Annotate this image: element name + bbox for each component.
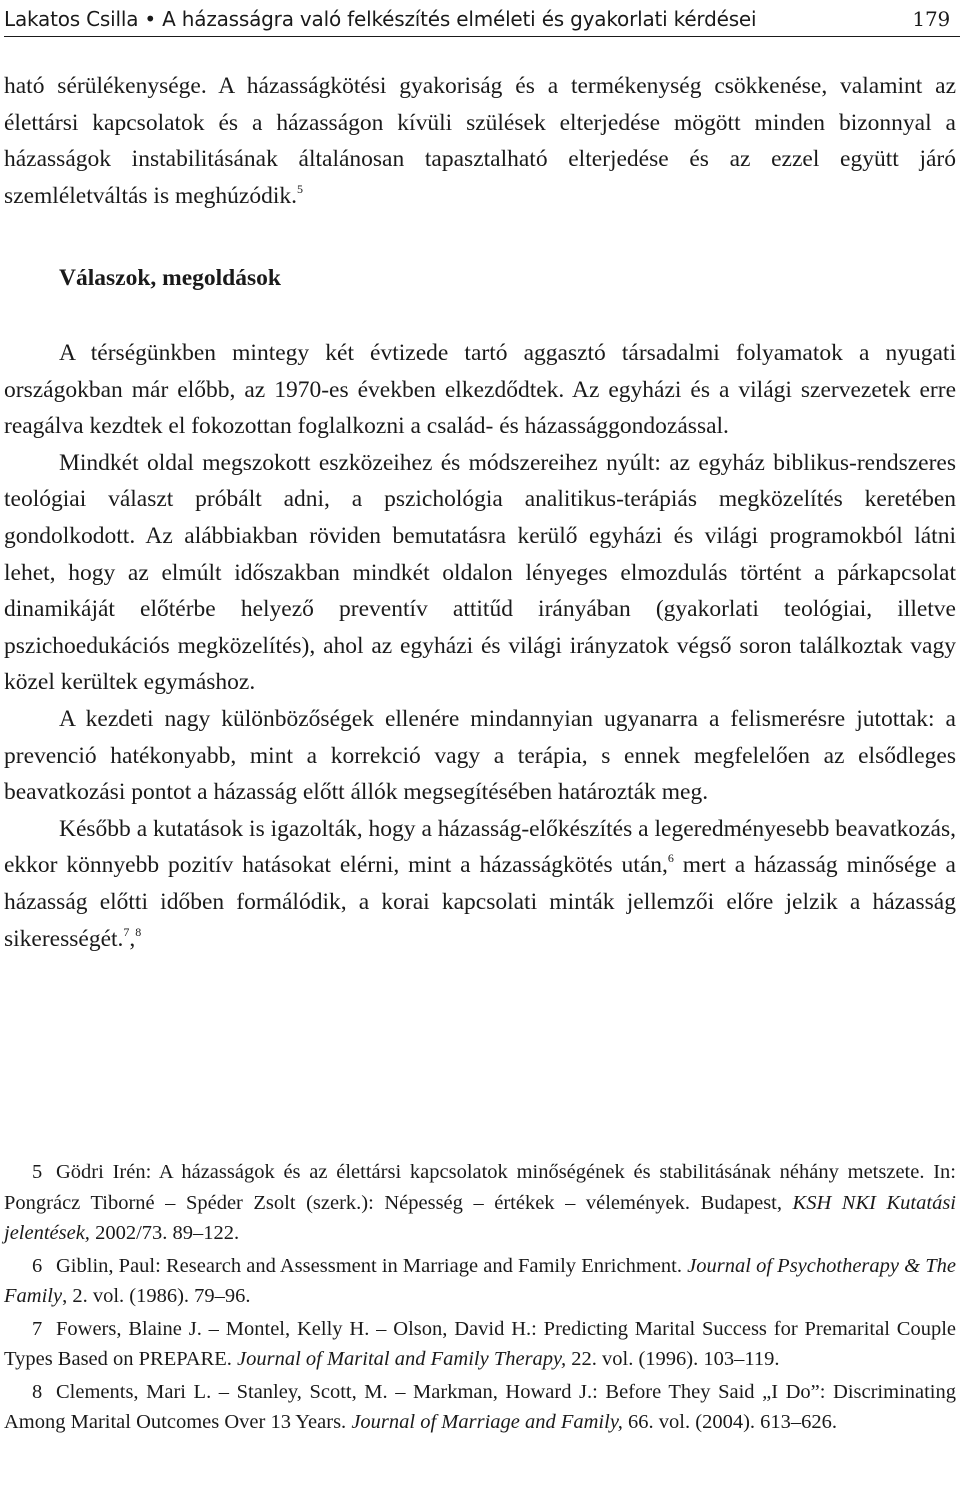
footnote-7 <box>4 1314 956 1375</box>
paragraph-2: Mindkét oldal megszokott eszközeihez és módszereihez nyúlt: az egyház biblikus-rendszeres teológiai választ próbált adni, a pszichológia analitikus-terápiás megközelítés keretében gondolkodott. Az alábbiakban röviden bemutatásra kerülő egyházi és világi programokból látni lehet, hogy az elmúlt időszakban mindkét oldalon lényeges elmozdulás történt a párkapcsolat dinamikáját előtérbe helyező preventív attitűd irányában (gyakorlati teológiai, illetve pszichoedukációs megközelítés), ahol az egyházi és világi irányzatok végső soron találkoztak vagy közel kerültek egymáshoz. <box>4 449 956 696</box>
paragraph-3: A kezdeti nagy különbözőségek ellenére mindannyian ugyanarra a felismerésre jutottak: a prevenció hatékonyabb, mint a korrekció vagy a terápia, s ennek megfelelően az elsődleges beavatkozási pontot a házasság előtt állók megsegítésében határozták meg. <box>4 705 956 806</box>
footnote-italic: Journal of Marriage and Family, <box>351 1411 623 1433</box>
intro-text: ható sérülékenysége. A házasságkötési gyakoriság és a termékenység csökkenése, valamint az élettársi kapcsolatok és a házasságon kívüli szülések elterjedése mögött minden bizonnyal a házasságok instabilitásának általánosan tapasztalható elterjedése és az ezzel együtt járó szemléletváltás is meghúzódik. <box>4 73 956 209</box>
footnote-text: Fowers, Blaine J. – Montel, Kelly H. – Olson, David H.: Predicting Marital Success for Premarital Couple Types Based on PREPARE. <box>4 1317 956 1370</box>
footnote-italic: Journal of Psychotherapy & The Family <box>4 1254 956 1307</box>
paragraph-1: A térségünkben mintegy két évtizede tartó aggasztó társadalmi folyamatok a nyugati országokban már előbb, az 1970-es években elkezdődtek. Az egyházi és a világi szervezetek erre reagálva kezdtek el fokozottan foglalkozni a család- és házassággondozással. <box>4 340 956 440</box>
page-number: 179 <box>912 7 950 31</box>
footnote-italic: KSH NKI Kutatási jelentések, <box>4 1191 956 1244</box>
footnote-number: 7 <box>32 1317 43 1340</box>
footnote-text: , 2. vol. (1986). 79–96. <box>62 1285 251 1307</box>
footnote-ref-separator: , <box>129 925 136 952</box>
footnote-8 <box>4 1377 956 1438</box>
paragraph-4 <box>4 811 956 957</box>
section-body <box>4 335 956 957</box>
footnote-text: Clements, Mari L. – Stanley, Scott, M. – Markman, Howard J.: Before They Said „I Do”: Discriminating Among Marital Outcomes Over 13 Years. <box>4 1380 956 1433</box>
footnote-5 <box>4 1157 956 1249</box>
footnote-text: Giblin, Paul: Research and Assessment in Marriage and Family Enrichment. <box>56 1254 688 1277</box>
running-title: Lakatos Csilla • A házasságra való felkészítés elméleti és gyakorlati kérdései <box>4 7 757 31</box>
footnote-text: Gödri Irén: A házasságok és az élettársi kapcsolatok minőségének és stabilitásának néhány metszete. In: Pongrácz Tiborné – Spéder Zsolt (szerk.): Népesség – értékek – vélemények. Budapest, <box>4 1161 956 1214</box>
footnote-ref-8[interactable]: 8 <box>135 924 142 939</box>
footnote-number: 8 <box>32 1380 43 1403</box>
footnote-number: 5 <box>32 1161 43 1183</box>
header-rule <box>4 36 960 37</box>
footnote-number: 6 <box>32 1254 43 1277</box>
footnote-text: 66. vol. (2004). 613–626. <box>622 1411 838 1433</box>
section-heading: Válaszok, megoldások <box>59 265 281 291</box>
paragraph-4-part-a: Később a kutatások is igazolták, hogy a házasság-előkészítés a legeredményesebb beavatkozás, ekkor könnyebb pozitív hatásokat elérni, mint a házasságkötés után, <box>4 815 956 879</box>
footnote-text: 2002/73. 89–122. <box>89 1222 240 1244</box>
footnote-6 <box>4 1251 956 1312</box>
footnote-ref-6[interactable]: 6 <box>667 851 674 866</box>
footnote-text: 22. vol. (1996). 103–119. <box>566 1348 780 1370</box>
footnotes <box>4 1157 956 1440</box>
paragraph-4-part-b: mert a házasság minősége a házasság előtti időben formálódik, a korai kapcsolati minták jellemzői előre jelzik a házasság sikerességét. <box>4 852 956 952</box>
intro-paragraph <box>4 68 956 214</box>
running-header <box>4 2 956 36</box>
footnote-ref-5[interactable]: 5 <box>297 181 304 196</box>
footnote-italic: Journal of Marital and Family Therapy, <box>237 1348 567 1370</box>
footnote-ref-7[interactable]: 7 <box>123 924 130 939</box>
